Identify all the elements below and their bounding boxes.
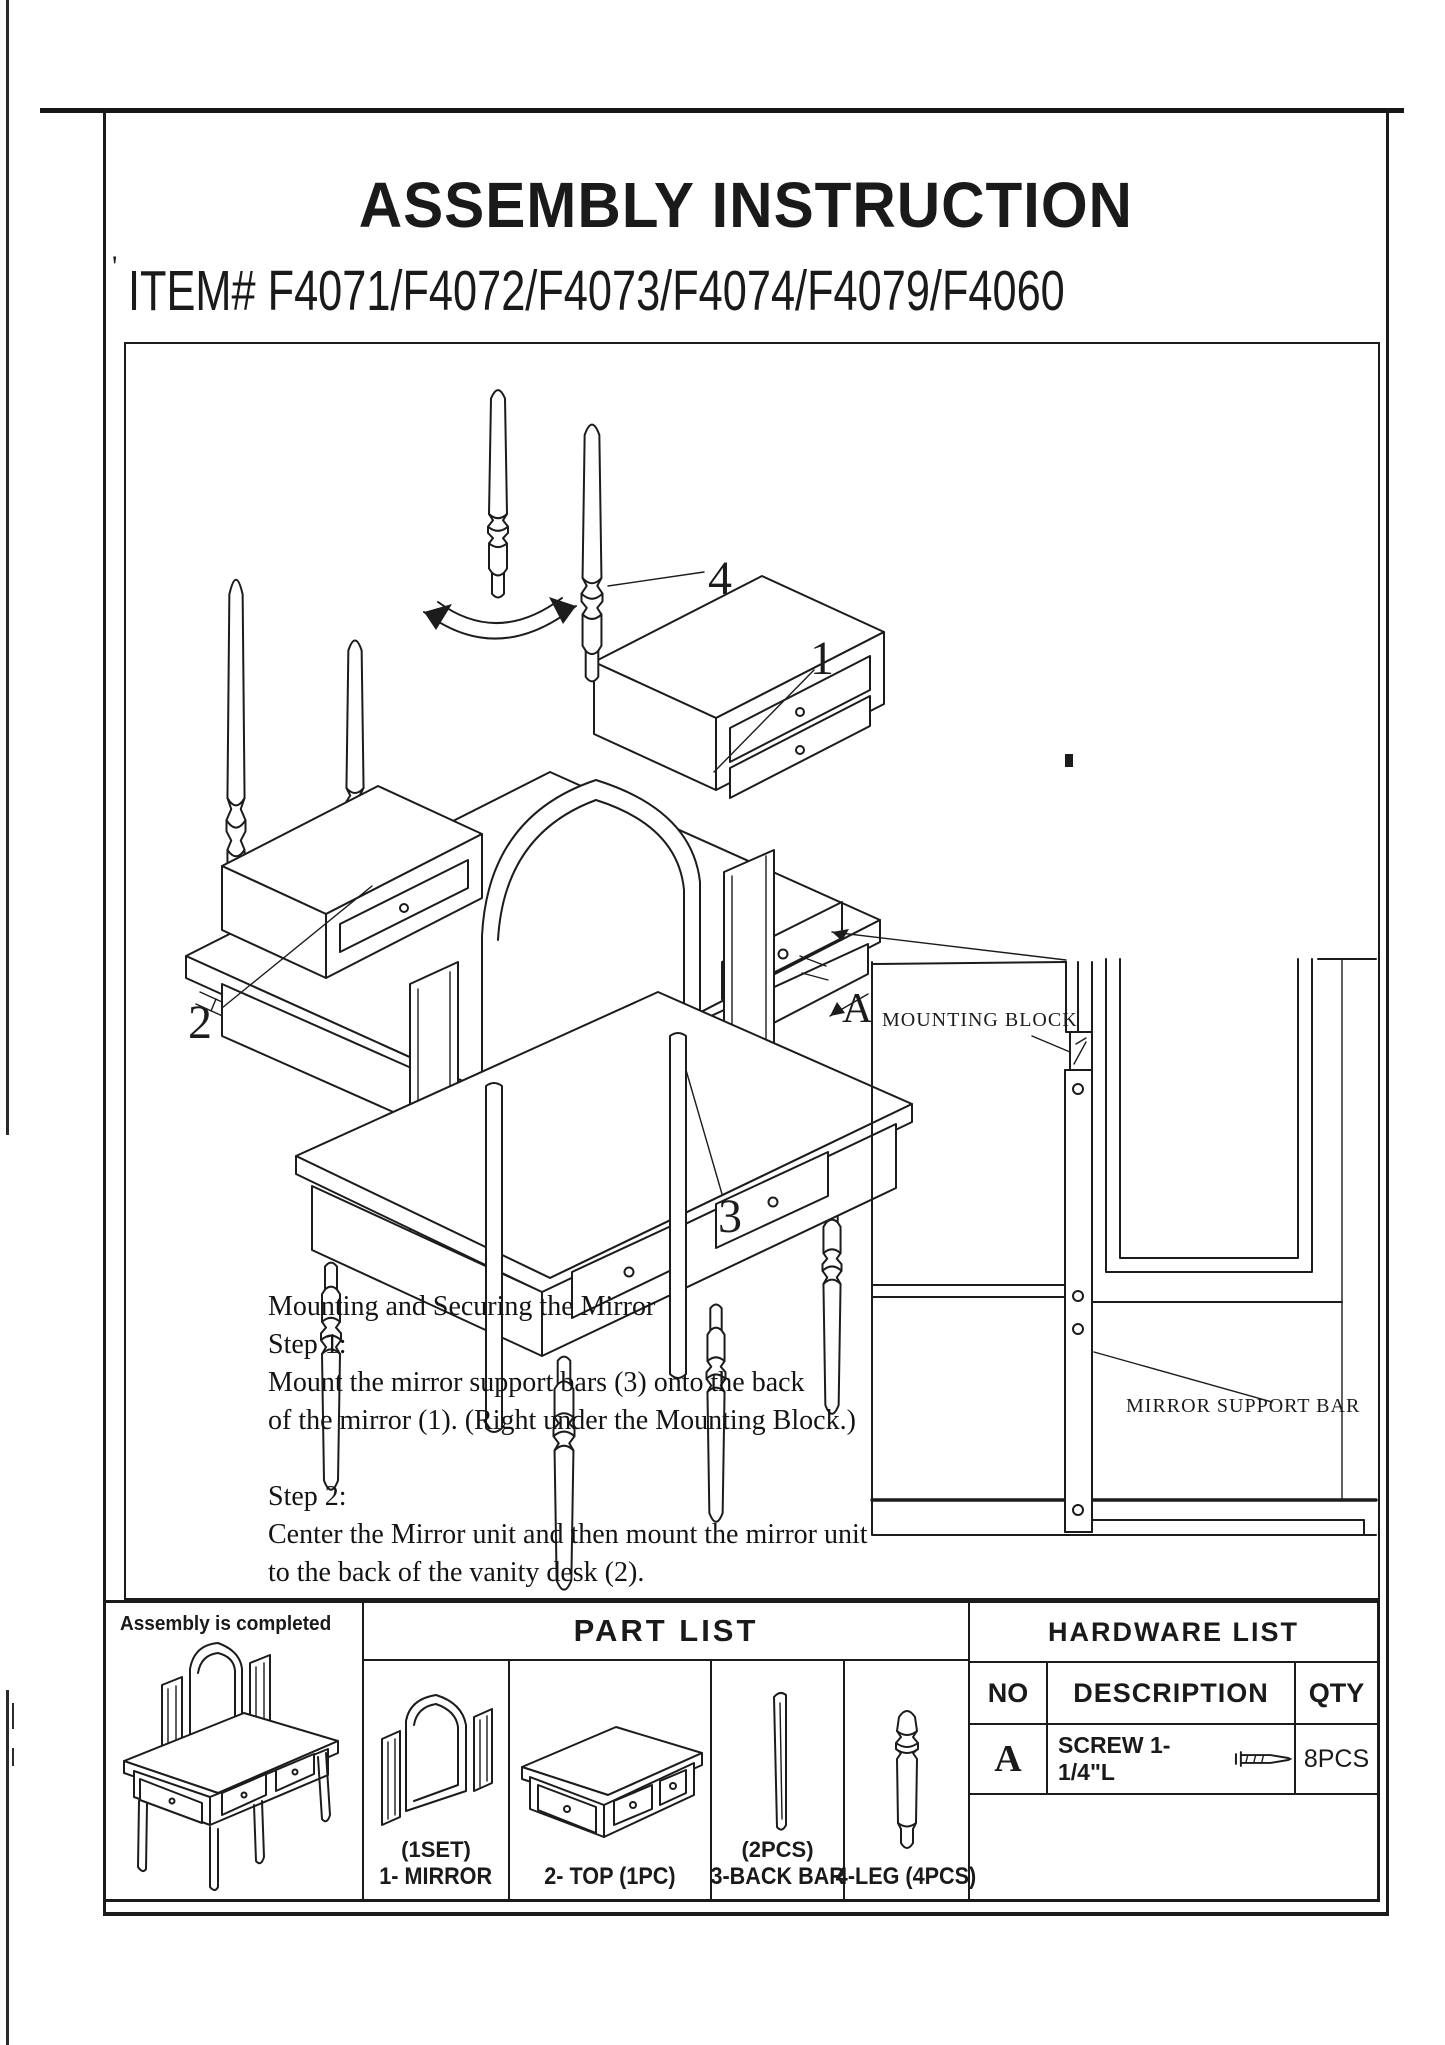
- item-number-line: ITEM# F4071/F4072/F4073/F4074/F4079/F4060: [128, 259, 1065, 323]
- back-bar-part-illustration: [748, 1687, 808, 1837]
- scan-artifact-tick: [12, 1703, 14, 1729]
- step2-text-line2: to the back of the vanity desk (2).: [268, 1557, 645, 1588]
- hardware-col-no: NO: [970, 1663, 1048, 1725]
- top-part-illustration: [510, 1705, 710, 1863]
- hardware-row-no: A: [970, 1725, 1048, 1795]
- mounting-block-label: MOUNTING BLOCK: [882, 1009, 1078, 1031]
- part-qty: (1SET): [401, 1837, 471, 1862]
- part-cell-top: [510, 1661, 712, 1899]
- hardware-row-qty: 8PCS: [1296, 1725, 1377, 1795]
- part-qty: (2PCS): [741, 1837, 814, 1862]
- step1-text-line2: of the mirror (1). (Right under the Mounting Block.): [268, 1405, 856, 1436]
- callout-a: A: [842, 986, 873, 1032]
- step2-label: Step 2:: [268, 1481, 347, 1512]
- callout-2: 2: [188, 996, 212, 1049]
- scan-stray-mark: ': [112, 250, 118, 283]
- callout-4: 4: [708, 552, 732, 605]
- part-label: 4-LEG (4PCS): [836, 1863, 977, 1890]
- scan-mark: [1065, 754, 1073, 767]
- part-cell-mirror: [364, 1661, 510, 1899]
- callout-3: 3: [718, 1190, 742, 1243]
- hardware-row-description: [1048, 1725, 1296, 1795]
- step1-label: Step 1:: [268, 1329, 347, 1360]
- scan-artifact-tick: [12, 1748, 14, 1766]
- instructions-heading: Mounting and Securing the Mirror: [268, 1291, 656, 1322]
- assembly-completed-cell: [106, 1603, 364, 1899]
- hardware-list-title: HARDWARE LIST: [970, 1603, 1377, 1663]
- hardware-col-qty: QTY: [1296, 1663, 1377, 1725]
- step1-text-line1: Mount the mirror support bars (3) onto the back: [268, 1367, 805, 1398]
- part-label: 1- MIRROR: [379, 1863, 493, 1890]
- hardware-col-description: DESCRIPTION: [1048, 1663, 1296, 1725]
- page-title: ASSEMBLY INSTRUCTION: [358, 169, 1134, 241]
- hardware-description-text: SCREW 1-1/4"L: [1058, 1732, 1171, 1785]
- assembly-completed-caption: Assembly is completed: [120, 1613, 332, 1635]
- scan-artifact-line: [6, 0, 9, 1135]
- screw-icon: [1233, 1750, 1294, 1768]
- leg-part-illustration: [872, 1703, 942, 1863]
- detail-view-illustration: [872, 959, 1376, 1535]
- parts-hardware-table: [103, 1600, 1380, 1902]
- part-label: 2- TOP (1PC): [544, 1863, 676, 1890]
- step2-text-line1: Center the Mirror unit and then mount the mirror unit: [268, 1519, 868, 1550]
- scan-artifact-line: [6, 1690, 9, 2045]
- mirror-part-illustration: [366, 1687, 506, 1837]
- mirror-support-bar-label: MIRROR SUPPORT BAR: [1126, 1395, 1361, 1417]
- part-cell-leg: [836, 1661, 977, 1899]
- callout-1: 1: [810, 632, 834, 685]
- rotation-arrow-icon: [424, 597, 576, 639]
- completed-vanity-illustration: [106, 1641, 364, 1893]
- part-label: 3-BACK BAR: [710, 1863, 845, 1890]
- part-list-title: PART LIST: [364, 1603, 970, 1661]
- part-cell-back-bar: [712, 1661, 845, 1899]
